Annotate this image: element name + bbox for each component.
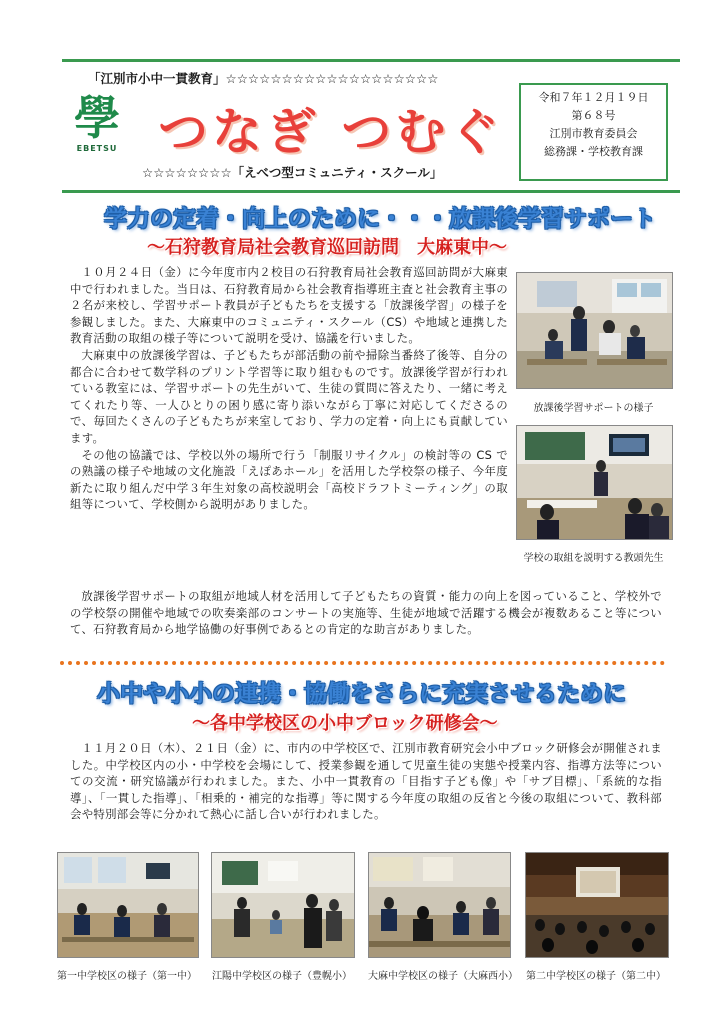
- article1-paragraph-1: １０月２４日（金）に今年度市内２校目の石狩教育局社会教育巡回訪問が大麻東中で行われました。当日は、石狩教育局から社会教育指導班主査と社会教育主事の２名が来校し、学習サポート教員が子どもたちを支援する「放課後学習」の様子を参観しました。また、大麻東中のコミュニティ・スクール（CS）や地域と連携した教育活動の取組の様子等について説明を受け、協議を行いました。: [70, 265, 508, 346]
- logo-kanji: 學: [74, 91, 120, 145]
- article2-body: [70, 740, 662, 823]
- photo-daiichi-chu: [57, 852, 199, 958]
- meeting-scene-image: [517, 426, 672, 539]
- photo-after-school-study: [516, 272, 673, 389]
- photo1-caption: 放課後学習サポートの様子: [533, 403, 654, 414]
- issue-number: 第６８号: [571, 109, 616, 122]
- article2-paragraph: １１月２０日（木）、２１日（金）に、市内の中学校区で、江別市教育研究会小中ブロック研修会が開催されました。中学校区内の小・中学校を会場にして、授業参観を通して児童生徒の実態や授業内容、指導方法等についての交流・研究協議が行われました。また、小中一貫教育の「目指す子ども像」や「サブ目標」、「系統的な指導」、「一貫した指導」、「相乗的・補完的な指導」等に関する今年度の取組の反省と今後の取組について、教科部会や特別部会等に分かれて熱心に話し合いが行われました。: [70, 741, 662, 822]
- section-divider: [60, 661, 665, 665]
- header-bottom-rule: [62, 190, 680, 193]
- photo6-caption: 第二中学校区の様子（第二中）: [526, 971, 666, 982]
- issue-date: 令和７年１２月１９日: [538, 91, 649, 104]
- photo2-caption: 学校の取組を説明する教頭先生: [523, 553, 664, 564]
- ebetsu-logo: [68, 92, 126, 170]
- classroom-photo-1: [58, 853, 198, 957]
- article1-body: [70, 264, 508, 513]
- photo5-caption: 大麻中学校区の様子（大麻西小）: [368, 971, 518, 982]
- article1-paragraph-2: 大麻東中の放課後学習は、子どもたちが部活動の前や掃除当番終了後等、自分の都合に合わせて数学科のプリント学習等に取り組むものです。放課後学習が行われている教室には、学習サポートの先生がいて、生徒の質問に答えたり、一緒に考えてくれたり等、一人ひとりの困り感に寄り添いながら丁寧に対応してくださるので、毎回たくさんの子どもたちが来室しており、学力の定着・向上にも貢献しています。: [70, 347, 508, 445]
- header-bottom-tag: ☆☆☆☆☆☆☆☆「えべつ型コミュニティ・スクール」: [142, 165, 443, 180]
- article1-subheading: ～石狩教育局社会教育巡回訪問 大麻東中～: [147, 237, 507, 258]
- auditorium-photo-4: [526, 853, 668, 957]
- newsletter-title: つなぎ つむぐ: [158, 103, 504, 161]
- article1-heading: 学力の定着・向上のために・・・放課後学習サポート: [104, 200, 656, 233]
- classroom-photo-2: [212, 853, 354, 957]
- article1-closing-paragraph: 放課後学習サポートの取組が地域人材を活用して子どもたちの資質・能力の向上を図っていること、学校外での学校祭の開催や地域での吹奏楽部のコンサートの実施等、生徒が地域で活躍する機会が複数あること等について、石狩教育局から地学協働の好事例であるとの肯定的な助言がありました。: [70, 589, 662, 637]
- article2-heading: 小中や小小の連携・協働をさらに充実させるために: [97, 675, 626, 708]
- photo-daini-chu: [525, 852, 669, 958]
- publisher-board: 江別市教育委員会: [549, 127, 638, 140]
- article2-subheading: ～各中学校区の小中ブロック研修会～: [192, 713, 498, 734]
- header-top-rule: [62, 59, 680, 62]
- article1-paragraph-3: その他の協議では、学校以外の場所で行う「制服リサイクル」の検討等の CS での熟議の様子や地域の文化施設「えぽあホール」を活用した学校祭の様子、今年度新たに取り組んだ中学３年生対象の高校説明会「高校ドラフトミーティング」の取組等について、学校側から説明がありました。: [70, 447, 508, 512]
- logo-text: EBETSU: [76, 144, 118, 153]
- photo-vice-principal-explaining: [516, 425, 673, 540]
- classroom-photo-3: [369, 853, 510, 957]
- publisher-division: 総務課・学校教育課: [544, 145, 643, 158]
- photo-oasa-nishi-sho: [368, 852, 511, 958]
- classroom-scene-image: [517, 273, 672, 388]
- photo3-caption: 第一中学校区の様子（第一中）: [57, 971, 197, 982]
- article1-closing: [70, 588, 662, 638]
- issue-info-box: [519, 83, 668, 181]
- header-top-tag: 「江別市小中一貫教育」☆☆☆☆☆☆☆☆☆☆☆☆☆☆☆☆☆☆☆: [88, 71, 439, 86]
- photo-toyohoro-sho: [211, 852, 355, 958]
- photo4-caption: 江陽中学校区の様子（豊幌小）: [212, 971, 352, 982]
